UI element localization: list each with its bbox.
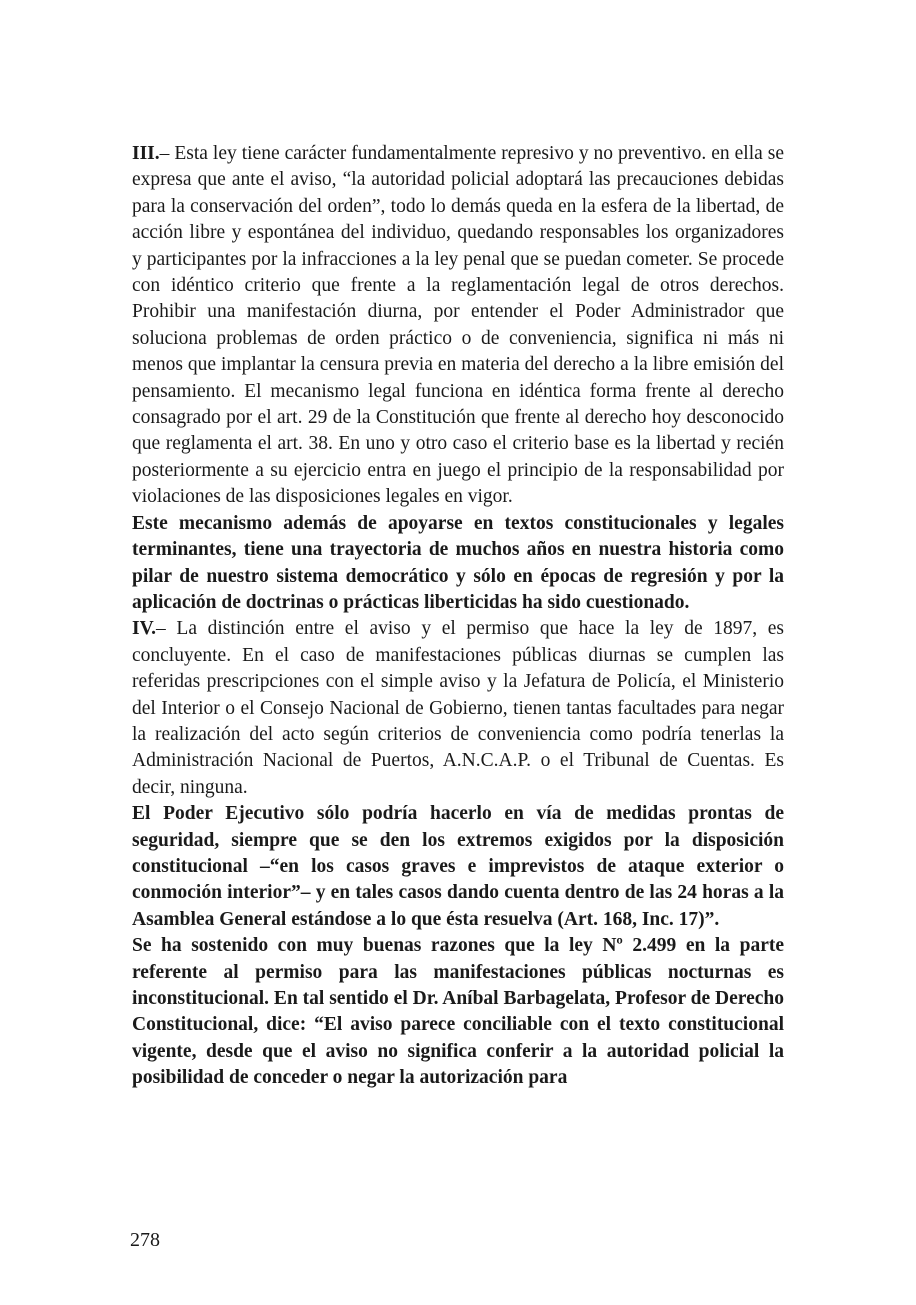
- paragraph-iv: [132, 616, 784, 801]
- document-body: [132, 141, 784, 1092]
- page-number: 278: [130, 1229, 160, 1251]
- paragraph-iv-text: – La distinción entre el aviso y el permiso que hace la ley de 1897, es concluyente. En el caso de manifestaciones públicas diurnas se cumplen las referidas prescripciones con el simple aviso y la Jefatura de Policía, el Ministerio del Interior o el Consejo Nacional de Gobierno, tienen tantas facultades para negar la realización del acto según criterios de conveniencia como podría tenerlas la Administración Nacional de Puertos, A.N.C.A.P. o el Tribunal de Cuentas. Es decir, ninguna.: [132, 618, 784, 798]
- paragraph-iii: [132, 141, 784, 511]
- section-number-iii: III.: [132, 143, 160, 164]
- paragraph-iii-text: – Esta ley tiene carácter fundamentalmente represivo y no preventivo. en ella se expresa que ante el aviso, “la autoridad policial adoptará las precauciones debidas para la conservación del orden”, todo lo demás queda en la esfera de la libertad, de acción libre y espontánea del individuo, quedando responsables los organizadores y participantes por la infracciones a la ley penal que se puedan cometer. Se procede con idéntico criterio que frente a la reglamentación legal de otros derechos. Prohibir una manifestación diurna, por entender el Poder Administrador que soluciona problemas de orden práctico o de conveniencia, significa ni más ni menos que implantar la censura previa en materia del derecho a la libre emisión del pensamiento. El mecanismo legal funciona en idéntica forma frente al derecho consagrado por el art. 29 de la Constitución que frente al derecho hoy desconocido que reglamenta el art. 38. En uno y otro caso el criterio base es la libertad y recién posteriormente a su ejercicio entra en juego el principio de la responsabilidad por violaciones de las disposiciones legales en vigor.: [132, 143, 784, 508]
- paragraph-democratic-mechanism: Este mecanismo además de apoyarse en textos constitucionales y legales terminantes, tiene una trayectoria de muchos años en nuestra historia como pilar de nuestro sistema democrático y sólo en épocas de regresión y por la aplicación de doctrinas o prácticas liberticidas ha sido cuestionado.: [132, 512, 784, 613]
- section-number-iv: IV.: [132, 618, 157, 640]
- paragraph-law-2499: Se ha sostenido con muy buenas razones que la ley Nº 2.499 en la parte referente al permiso para las manifestaciones públicas nocturnas es inconstitucional. En tal sentido el Dr. Aníbal Barbagelata, Profesor de Derecho Constitucional, dice: “El aviso parece conciliable con el texto constitucional vigente, desde que el aviso no significa conferir a la autoridad policial la posibilidad de conceder o negar la autorización para: [132, 935, 784, 1089]
- paragraph-executive-power: El Poder Ejecutivo sólo podría hacerlo en vía de medidas prontas de seguridad, siempre que se den los extremos exigidos por la disposición constitucional –“en los casos graves e imprevistos de ataque exterior o conmoción interior”– y en tales casos dando cuenta dentro de las 24 horas a la Asamblea General estándose a lo que ésta resuelva (Art. 168, Inc. 17)”.: [132, 803, 784, 930]
